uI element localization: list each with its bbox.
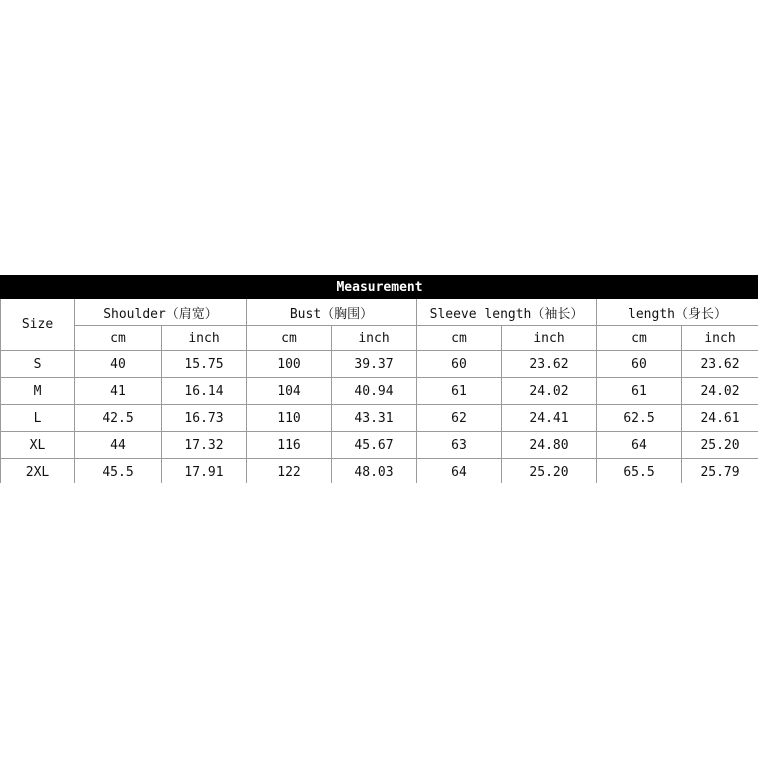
value-cell: 24.80 xyxy=(502,432,597,459)
value-cell: 45.67 xyxy=(332,432,417,459)
value-cell: 16.73 xyxy=(162,405,247,432)
table-row xyxy=(1,405,758,432)
value-cell: 40 xyxy=(75,351,162,378)
value-cell: 48.03 xyxy=(332,459,417,484)
value-cell: 15.75 xyxy=(162,351,247,378)
value-cell: 44 xyxy=(75,432,162,459)
group-header-sleeve-length: Sleeve length（袖长） xyxy=(417,299,597,326)
unit-header: inch xyxy=(502,326,597,351)
value-cell: 41 xyxy=(75,378,162,405)
unit-header: cm xyxy=(75,326,162,351)
value-cell: 25.20 xyxy=(682,432,758,459)
value-cell: 110 xyxy=(247,405,332,432)
unit-header: inch xyxy=(682,326,758,351)
measurement-table xyxy=(0,275,758,483)
value-cell: 122 xyxy=(247,459,332,484)
value-cell: 62 xyxy=(417,405,502,432)
unit-header: cm xyxy=(247,326,332,351)
value-cell: 42.5 xyxy=(75,405,162,432)
value-cell: 61 xyxy=(417,378,502,405)
value-cell: 24.61 xyxy=(682,405,758,432)
value-cell: 23.62 xyxy=(682,351,758,378)
group-header-shoulder: Shoulder（肩宽） xyxy=(75,299,247,326)
value-cell: 25.20 xyxy=(502,459,597,484)
size-cell: 2XL xyxy=(1,459,75,484)
value-cell: 60 xyxy=(417,351,502,378)
value-cell: 24.02 xyxy=(682,378,758,405)
unit-header: inch xyxy=(332,326,417,351)
value-cell: 24.02 xyxy=(502,378,597,405)
value-cell: 24.41 xyxy=(502,405,597,432)
value-cell: 64 xyxy=(597,432,682,459)
group-header-bust: Bust（胸围） xyxy=(247,299,417,326)
size-cell: M xyxy=(1,378,75,405)
unit-header: cm xyxy=(597,326,682,351)
value-cell: 45.5 xyxy=(75,459,162,484)
value-cell: 63 xyxy=(417,432,502,459)
size-cell: S xyxy=(1,351,75,378)
value-cell: 104 xyxy=(247,378,332,405)
value-cell: 64 xyxy=(417,459,502,484)
value-cell: 43.31 xyxy=(332,405,417,432)
size-chart xyxy=(0,275,758,483)
value-cell: 100 xyxy=(247,351,332,378)
size-cell: L xyxy=(1,405,75,432)
value-cell: 39.37 xyxy=(332,351,417,378)
value-cell: 17.91 xyxy=(162,459,247,484)
size-cell: XL xyxy=(1,432,75,459)
group-header-length: length（身长） xyxy=(597,299,758,326)
table-row xyxy=(1,432,758,459)
value-cell: 61 xyxy=(597,378,682,405)
unit-header: cm xyxy=(417,326,502,351)
value-cell: 25.79 xyxy=(682,459,758,484)
value-cell: 17.32 xyxy=(162,432,247,459)
table-row xyxy=(1,459,758,484)
value-cell: 60 xyxy=(597,351,682,378)
value-cell: 40.94 xyxy=(332,378,417,405)
value-cell: 23.62 xyxy=(502,351,597,378)
table-row xyxy=(1,351,758,378)
value-cell: 62.5 xyxy=(597,405,682,432)
table-row xyxy=(1,378,758,405)
value-cell: 16.14 xyxy=(162,378,247,405)
unit-header: inch xyxy=(162,326,247,351)
table-title: Measurement xyxy=(1,276,758,299)
value-cell: 65.5 xyxy=(597,459,682,484)
size-header: Size xyxy=(1,299,75,351)
value-cell: 116 xyxy=(247,432,332,459)
